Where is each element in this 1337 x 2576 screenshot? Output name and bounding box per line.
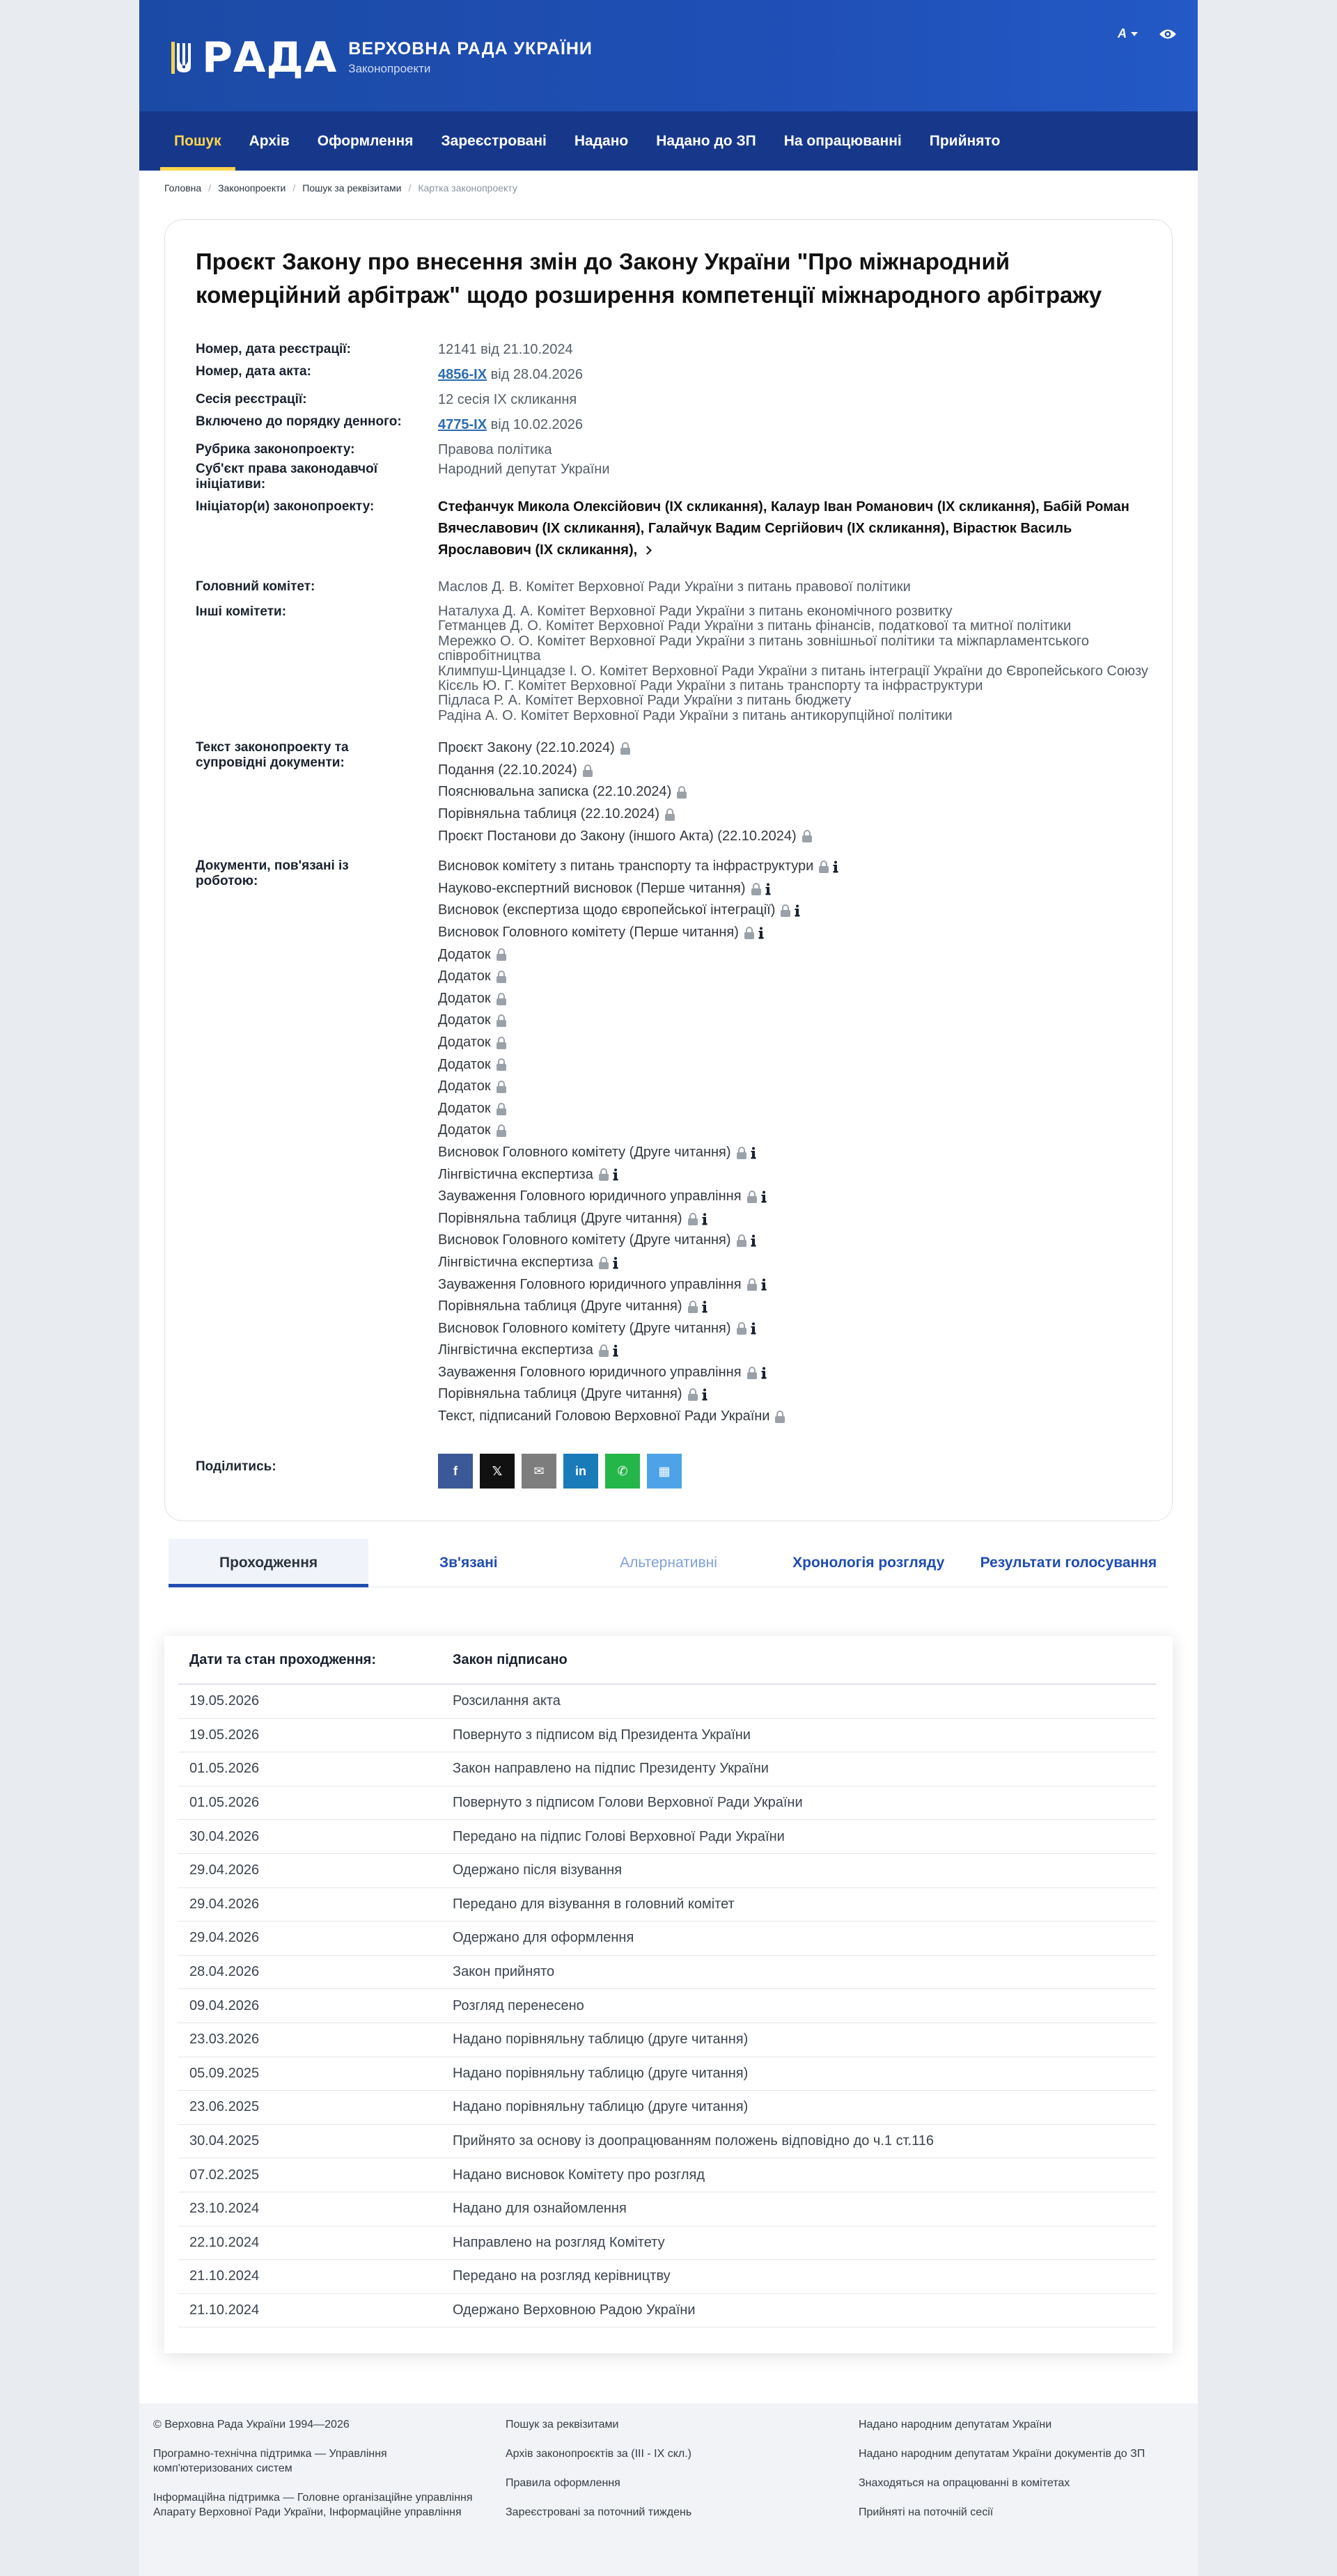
text-doc-label: Подання (22.10.2024) — [438, 762, 577, 778]
related-doc-label: Порівняльна таблиця (Друге читання) — [438, 1386, 682, 1402]
passage-status: Направлено на розгляд Комітету — [453, 2234, 665, 2250]
table-row — [178, 2057, 1156, 2091]
rubric-value: Правова політика — [438, 442, 552, 457]
footer-text: Інформаційна підтримка — Головне організаційне управління Апарату Верховної Ради України, Інформаційне управління — [153, 2492, 473, 2518]
share-email-button[interactable] — [522, 1454, 556, 1489]
passage-date: 29.04.2026 — [189, 1862, 260, 1878]
act-value — [438, 367, 1150, 382]
related-doc-label: Зауваження Головного юридичного управління — [438, 1364, 742, 1380]
related-doc-label: Висновок комітету з питань транспорту та інфраструктури — [438, 858, 814, 874]
passage-status: Розгляд перенесено — [453, 1997, 584, 2013]
related-doc-label: Лінгвістична експертиза — [438, 1342, 593, 1358]
related-doc-label: Лінгвістична експертиза — [438, 1254, 593, 1270]
passage-date: 23.03.2026 — [189, 2032, 260, 2048]
related-doc-label: Висновок Головного комітету (Друге читання) — [438, 1232, 731, 1248]
related-doc-item[interactable] — [438, 878, 1150, 900]
facebook-icon: f — [453, 1463, 458, 1478]
table-row — [178, 1719, 1156, 1753]
lock-icon — [665, 808, 675, 821]
docs-row — [196, 858, 1150, 1427]
related-doc-item[interactable] — [438, 988, 1150, 1010]
related-doc-label: Науково-експертний висновок (Перше читання) — [438, 880, 746, 896]
agenda-link[interactable]: 4775-IX — [438, 417, 487, 432]
passage-date: 19.05.2026 — [189, 1727, 260, 1743]
info-icon[interactable] — [761, 1191, 767, 1203]
passage-status: Розсилання акта — [453, 1693, 561, 1709]
passage-date: 29.04.2026 — [189, 1930, 260, 1946]
act-link[interactable]: 4856-IX — [438, 367, 487, 382]
passage-date: 01.05.2026 — [189, 1761, 260, 1777]
info-icon[interactable] — [761, 1367, 767, 1379]
related-doc-label: Додаток — [438, 1100, 491, 1116]
lock-icon — [819, 861, 829, 873]
texts-label: Текст законопроекту та супровідні документи: — [196, 740, 349, 771]
related-doc-label: Додаток — [438, 1122, 491, 1138]
tab-1[interactable]: Зв'язані — [439, 1554, 498, 1571]
lock-icon — [497, 1124, 506, 1137]
lock-icon — [599, 1168, 609, 1181]
lock-icon — [751, 883, 761, 895]
passage-status: Повернуто з підписом від Президента України — [453, 1727, 751, 1743]
passage-status: Одержано після візування — [453, 1862, 623, 1878]
related-doc-label: Додаток — [438, 990, 491, 1006]
related-doc-item[interactable] — [438, 1054, 1150, 1076]
related-doc-item[interactable] — [438, 966, 1150, 988]
font-size-toggle[interactable] — [1118, 26, 1138, 41]
lock-icon — [688, 1301, 698, 1313]
agenda-row — [196, 414, 1150, 432]
passage-date: 30.04.2026 — [189, 1828, 260, 1844]
table-row — [178, 2294, 1156, 2328]
lock-icon — [775, 1411, 785, 1423]
related-doc-item[interactable] — [438, 1274, 1150, 1296]
rubric-label: Рубрика законопроекту: — [196, 442, 355, 457]
info-icon[interactable] — [751, 1147, 756, 1159]
lock-icon — [688, 1213, 698, 1225]
lock-icon — [677, 786, 687, 799]
footer-link[interactable]: Надано народним депутатам України документів до ЗП — [859, 2448, 1146, 2460]
related-doc-item[interactable] — [438, 1318, 1150, 1340]
bill-tabs — [169, 1539, 1168, 1587]
lock-icon — [497, 948, 506, 961]
lock-icon — [747, 1191, 757, 1203]
main-committee-value: Маслов Д. В. Комітет Верховної Ради України з питань правової політики — [438, 579, 911, 595]
lock-icon — [802, 830, 812, 842]
share-row — [196, 1459, 682, 1489]
table-row — [178, 1854, 1156, 1888]
table-row — [178, 1888, 1156, 1922]
bill-info — [196, 342, 1150, 1438]
text-doc-item[interactable] — [438, 826, 1150, 848]
table-row — [178, 2226, 1156, 2261]
share-x-button[interactable] — [480, 1454, 515, 1489]
share-qr-button[interactable] — [647, 1454, 682, 1489]
table-row — [178, 1922, 1156, 1956]
table-row — [178, 2023, 1156, 2057]
agenda-date: від 10.02.2026 — [487, 417, 584, 432]
committee-item[interactable]: Мережко О. О. Комітет Верховної Ради України з питань зовнішньої політики та міжпарламентського співробітництва — [438, 633, 1089, 664]
info-icon[interactable] — [833, 861, 838, 873]
related-doc-item[interactable] — [438, 1383, 1150, 1406]
info-icon[interactable] — [751, 1234, 756, 1247]
breadcrumb-item[interactable]: Пошук за реквізитами — [302, 182, 402, 194]
related-doc-item[interactable] — [438, 1098, 1150, 1120]
related-doc-item[interactable] — [438, 1340, 1150, 1362]
info-icon[interactable] — [702, 1301, 707, 1313]
info-icon[interactable] — [765, 883, 771, 895]
related-doc-item[interactable] — [438, 1010, 1150, 1032]
table-row — [178, 1786, 1156, 1821]
table-row — [178, 1989, 1156, 2023]
tab-4[interactable]: Результати голосування — [980, 1554, 1157, 1571]
committee-item[interactable]: Климпуш-Цинцадзе І. О. Комітет Верховної Ради України з питань інтеграції України до Європейського Союзу — [438, 663, 1148, 679]
info-icon[interactable] — [613, 1168, 618, 1181]
bill-card — [164, 219, 1173, 1521]
passage-table — [178, 1636, 1156, 2327]
related-doc-item[interactable] — [438, 1032, 1150, 1054]
related-doc-item[interactable] — [438, 1208, 1150, 1230]
logo-text — [348, 39, 593, 76]
share-label: Поділитись: — [196, 1459, 276, 1474]
info-icon[interactable] — [702, 1388, 707, 1401]
lock-icon — [583, 764, 593, 777]
docs-label: Документи, пов'язані із роботою: — [196, 858, 349, 889]
linkedin-icon: in — [575, 1463, 586, 1478]
tab-0[interactable]: Проходження — [169, 1539, 368, 1587]
passage-status: Закон прийнято — [453, 1964, 555, 1980]
related-doc-label: Додаток — [438, 946, 491, 962]
committee-item[interactable]: Кісєль Ю. Г. Комітет Верховної Ради України з питань транспорту та інфраструктури — [438, 678, 983, 694]
committee-item[interactable]: Наталуха Д. А. Комітет Верховної Ради України з питань економічного розвитку — [438, 604, 953, 619]
nav-item-1[interactable]: Архів — [249, 133, 290, 149]
share-whatsapp-button[interactable] — [605, 1454, 640, 1489]
nav-item-5[interactable]: Надано до ЗП — [656, 133, 756, 149]
committee-item[interactable]: Радіна А. О. Комітет Верховної Ради України з питань антикорупційної політики — [438, 707, 953, 723]
passage-date: 22.10.2024 — [189, 2234, 260, 2250]
related-doc-label: Додаток — [438, 968, 491, 984]
table-row — [178, 2192, 1156, 2226]
text-doc-label: Порівняльна таблиця (22.10.2024) — [438, 806, 660, 822]
passage-date: 29.04.2026 — [189, 1896, 260, 1912]
footer-col-info — [153, 2417, 474, 2534]
tab-2: Альтернативні — [620, 1554, 717, 1571]
related-doc-item[interactable] — [438, 1120, 1150, 1142]
footer-link[interactable]: Правила оформлення — [506, 2477, 620, 2489]
related-doc-item[interactable] — [438, 1076, 1150, 1098]
session-row — [196, 392, 1150, 407]
session-label: Сесія реєстрації: — [196, 392, 307, 407]
logo-word: РАДА — [202, 33, 338, 82]
passage-status: Повернуто з підписом Голови Верховної Ради України — [453, 1795, 803, 1811]
info-icon[interactable] — [751, 1322, 756, 1335]
text-doc-label: Проєкт Закону (22.10.2024) — [438, 740, 615, 756]
lock-icon — [744, 927, 754, 939]
passage-status: Надано порівняльну таблицю (друге читання) — [453, 2032, 749, 2048]
initiators-list: Стефанчук Микола Олексійович (IX скликання), Калаур Іван Романович (IX скликання), Бабій Роман Вячеславович (IX скликання), Галайчук Вадим Сергійович (IX скликання), Вірастюк Василь Ярославович (IX скликання), — [438, 499, 1129, 558]
bill-title: Проєкт Закону про внесення змін до Закону України "Про міжнародний комерційний арбітраж" щодо розширення компетенції міжнародного арбітражу — [196, 249, 1102, 308]
rubric-row — [196, 442, 1150, 457]
footer-text: Програмно-технічна підтримка — Управління комп'ютеризованих систем — [153, 2448, 387, 2474]
passage-status: Закон направлено на підпис Президенту України — [453, 1761, 769, 1777]
related-doc-item[interactable] — [438, 1142, 1150, 1164]
related-doc-label: Висновок Головного комітету (Друге читання) — [438, 1320, 731, 1336]
related-doc-label: Зауваження Головного юридичного управління — [438, 1276, 742, 1292]
footer-text: © Верховна Рада України 1994—2026 — [153, 2419, 350, 2430]
nav-item-7[interactable]: Прийнято — [929, 133, 1001, 149]
lock-icon — [497, 1103, 506, 1115]
email-icon: ✉ — [533, 1463, 545, 1478]
passage-date: 07.02.2025 — [189, 2167, 260, 2183]
agenda-value — [438, 417, 1150, 432]
related-doc-label: Лінгвістична експертиза — [438, 1166, 593, 1182]
table-row — [178, 2260, 1156, 2294]
passage-date: 05.09.2025 — [189, 2065, 260, 2081]
reg-row — [196, 342, 1150, 357]
related-doc-item[interactable] — [438, 1164, 1150, 1186]
other-committees-row — [196, 604, 1150, 723]
info-icon[interactable] — [613, 1257, 618, 1269]
passage-date: 19.05.2026 — [189, 1693, 260, 1709]
docs-list — [438, 856, 1150, 1427]
other-committees-label: Інші комітети: — [196, 604, 287, 619]
nav-item-3[interactable]: Зареєстровані — [441, 133, 547, 149]
related-doc-item[interactable] — [438, 1406, 1150, 1428]
related-doc-item[interactable] — [438, 922, 1150, 944]
lock-icon — [737, 1147, 746, 1159]
related-doc-label: Додаток — [438, 1034, 491, 1050]
agenda-label: Включено до порядку денного: — [196, 414, 402, 429]
qr-icon: ▦ — [658, 1463, 671, 1478]
passage-status: Передано для візування в головний комітет — [453, 1896, 735, 1912]
footer-col-links — [506, 2417, 812, 2534]
footer-link[interactable]: Зареєстровані за поточний тиждень — [506, 2506, 692, 2518]
related-doc-label: Додаток — [438, 1056, 491, 1072]
table-row — [178, 1956, 1156, 1990]
table-row — [178, 1820, 1156, 1854]
lock-icon — [497, 1037, 506, 1049]
footer-link[interactable]: Надано народним депутатам України — [859, 2419, 1052, 2430]
lock-icon — [781, 904, 790, 917]
logo-subtitle: Законопроекти — [348, 62, 431, 75]
breadcrumb — [139, 171, 1198, 205]
lock-icon — [497, 1058, 506, 1071]
texts-row — [196, 740, 1150, 847]
tab-3[interactable]: Хронологія розгляду — [792, 1554, 945, 1571]
share-buttons — [438, 1454, 682, 1489]
related-doc-item[interactable] — [438, 1252, 1150, 1274]
table-row — [178, 1752, 1156, 1786]
passage-date: 23.06.2025 — [189, 2099, 260, 2115]
subject-row — [196, 462, 1150, 492]
site-logo[interactable] — [171, 33, 593, 82]
passage-col-dates: Дати та стан проходження: — [189, 1651, 376, 1667]
related-doc-label: Додаток — [438, 1012, 491, 1028]
site-header — [139, 0, 1198, 111]
lock-icon — [737, 1234, 746, 1247]
trident-icon — [171, 40, 191, 75]
passage-col-status: Закон підписано — [453, 1651, 568, 1667]
info-icon[interactable] — [758, 927, 764, 939]
passage-date: 28.04.2026 — [189, 1964, 260, 1980]
table-row — [178, 1685, 1156, 1719]
passage-date: 09.04.2026 — [189, 1997, 260, 2013]
subject-label: Суб'єкт права законодавчої ініціативи: — [196, 462, 378, 492]
chevron-down-icon — [1131, 32, 1138, 36]
footer-link[interactable]: Прийняті на поточній сесії — [859, 2506, 994, 2518]
text-doc-label: Пояснювальна записка (22.10.2024) — [438, 784, 672, 800]
x-icon: 𝕏 — [492, 1463, 503, 1478]
breadcrumb-separator: / — [408, 182, 412, 194]
table-row — [178, 2158, 1156, 2192]
passage-status: Передано на підпис Голові Верховної Ради України — [453, 1828, 785, 1844]
nav-item-2[interactable]: Оформлення — [317, 133, 414, 149]
lock-icon — [747, 1367, 757, 1379]
breadcrumb-item[interactable]: Законопроекти — [218, 182, 286, 194]
chevron-right-icon[interactable] — [643, 546, 652, 555]
main-nav — [139, 111, 1198, 171]
lock-icon — [737, 1322, 746, 1335]
info-icon[interactable] — [613, 1344, 618, 1357]
lock-icon — [599, 1344, 609, 1357]
lock-icon — [497, 1014, 506, 1027]
reg-label: Номер, дата реєстрації: — [196, 342, 351, 356]
committee-item[interactable]: Гетманцев Д. О. Комітет Верховної Ради України з питань фінансів, податкової та митної політики — [438, 618, 1072, 634]
related-doc-label: Додаток — [438, 1078, 491, 1094]
passage-header — [178, 1636, 1156, 1685]
related-doc-item[interactable] — [438, 1362, 1150, 1384]
nav-item-0[interactable]: Пошук — [160, 111, 235, 171]
related-doc-item[interactable] — [438, 1296, 1150, 1318]
passage-date: 21.10.2024 — [189, 2302, 260, 2318]
share-linkedin-button[interactable] — [563, 1454, 598, 1489]
lock-icon — [688, 1388, 698, 1401]
initiators-label: Ініціатор(и) законопроекту: — [196, 499, 375, 514]
other-committees-list — [438, 604, 1150, 723]
related-doc-label: Порівняльна таблиця (Друге читання) — [438, 1210, 682, 1226]
page — [139, 0, 1198, 2576]
passage-date: 21.10.2024 — [189, 2268, 260, 2284]
passage-status: Надано висновок Комітету про розгляд — [453, 2167, 705, 2183]
related-doc-label: Зауваження Головного юридичного управління — [438, 1188, 742, 1204]
lock-icon — [497, 971, 506, 983]
share-facebook-button[interactable] — [438, 1454, 473, 1489]
main-committee-label: Головний комітет: — [196, 579, 315, 594]
info-icon[interactable] — [761, 1278, 767, 1291]
act-row — [196, 364, 1150, 382]
breadcrumb-item[interactable]: Головна — [164, 182, 202, 194]
texts-list — [438, 737, 1150, 847]
passage-status: Одержано Верховною Радою України — [453, 2302, 696, 2318]
passage-date: 01.05.2026 — [189, 1795, 260, 1811]
related-doc-item[interactable] — [438, 856, 1150, 878]
reg-value: 12141 від 21.10.2024 — [438, 342, 573, 357]
text-doc-item[interactable] — [438, 760, 1150, 782]
text-doc-item[interactable] — [438, 781, 1150, 803]
related-doc-item[interactable] — [438, 1186, 1150, 1208]
related-doc-label: Текст, підписаний Головою Верховної Ради України — [438, 1408, 770, 1424]
nav-item-6[interactable]: На опрацюванні — [783, 133, 902, 149]
footer-col-links-2 — [859, 2417, 1179, 2534]
footer-link[interactable]: Архів законопроєктів за (III - IX скл.) — [506, 2448, 691, 2460]
text-doc-item[interactable] — [438, 737, 1150, 760]
footer-link[interactable]: Знаходяться на опрацюванні в комітетах — [859, 2477, 1070, 2489]
breadcrumb-separator: / — [208, 182, 212, 194]
passage-status: Надано порівняльну таблицю (друге читання) — [453, 2065, 749, 2081]
passage-status: Одержано для оформлення — [453, 1930, 634, 1946]
main-committee-row — [196, 579, 1150, 595]
act-label: Номер, дата акта: — [196, 364, 311, 379]
passage-rows — [178, 1685, 1156, 2327]
lock-icon — [599, 1257, 609, 1269]
passage-status: Надано для ознайомлення — [453, 2201, 627, 2217]
initiators-value — [438, 496, 1150, 561]
act-date: від 28.04.2026 — [487, 367, 584, 382]
table-row — [178, 2125, 1156, 2159]
related-doc-label: Порівняльна таблиця (Друге читання) — [438, 1298, 682, 1314]
logo-title: ВЕРХОВНА РАДА УКРАЇНИ — [348, 39, 593, 58]
site-footer — [139, 2403, 1198, 2576]
breadcrumb-item: Картка законопроекту — [418, 182, 517, 194]
lock-icon — [620, 742, 630, 755]
font-size-label: A — [1118, 26, 1127, 40]
passage-status: Прийнято за основу із доопрацюванням положень відповідно до ч.1 ст.116 — [453, 2133, 934, 2149]
text-doc-label: Проєкт Постанови до Закону (іншого Акта) (22.10.2024) — [438, 828, 797, 844]
lock-icon — [747, 1278, 757, 1291]
breadcrumb-separator: / — [292, 182, 296, 194]
text-doc-item[interactable] — [438, 803, 1150, 826]
related-doc-label: Висновок (експертиза щодо європейської інтеграції) — [438, 902, 776, 918]
nav-item-4[interactable]: Надано — [574, 133, 629, 149]
table-row — [178, 2091, 1156, 2125]
passage-status: Передано на розгляд керівництву — [453, 2268, 671, 2284]
related-doc-item[interactable] — [438, 1230, 1150, 1252]
related-doc-item[interactable] — [438, 944, 1150, 966]
header-controls — [1118, 26, 1177, 41]
passage-date: 30.04.2025 — [189, 2133, 260, 2149]
passage-status: Надано порівняльну таблицю (друге читання) — [453, 2099, 749, 2115]
committee-item[interactable]: Підласа Р. А. Комітет Верховної Ради України з питань бюджету — [438, 693, 852, 709]
lock-icon — [497, 993, 506, 1005]
related-doc-label: Висновок Головного комітету (Друге читання) — [438, 1144, 731, 1160]
related-doc-item[interactable] — [438, 900, 1150, 922]
lock-icon — [497, 1081, 506, 1093]
footer-link[interactable]: Пошук за реквізитами — [506, 2419, 619, 2430]
initiators-row — [196, 499, 1150, 561]
subject-value: Народний депутат України — [438, 462, 610, 477]
passage-date: 23.10.2024 — [189, 2201, 260, 2217]
info-icon[interactable] — [795, 904, 800, 917]
session-value: 12 сесія IX скликання — [438, 392, 577, 407]
eye-icon[interactable] — [1159, 28, 1177, 40]
related-doc-label: Висновок Головного комітету (Перше читання) — [438, 925, 739, 940]
whatsapp-icon: ✆ — [617, 1463, 628, 1478]
passage-panel — [164, 1636, 1173, 2353]
info-icon[interactable] — [702, 1213, 707, 1225]
